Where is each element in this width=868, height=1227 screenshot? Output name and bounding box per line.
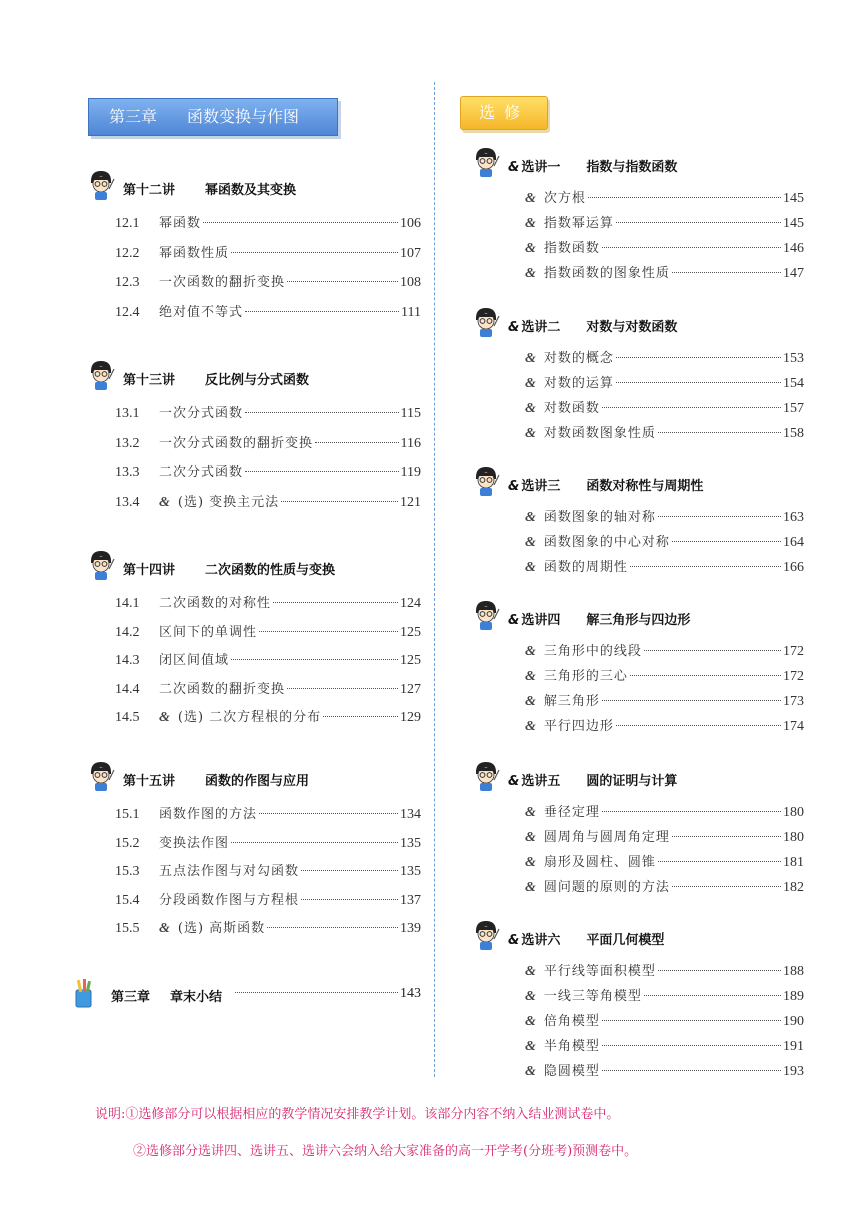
entry-label: 函数作图的方法 <box>159 807 258 822</box>
pencil-cup-icon <box>73 978 95 1008</box>
student-avatar-icon <box>472 599 500 631</box>
entry-number: 12.3 <box>115 275 140 290</box>
elective-mark-icon: & <box>525 1014 536 1029</box>
entry-page: 119 <box>400 465 421 480</box>
dot-leader <box>630 675 781 676</box>
entry-label: 指数函数 <box>543 241 600 256</box>
elective-mark-icon: & <box>525 830 536 845</box>
lecture-header[interactable] <box>85 557 425 583</box>
entry-page: 121 <box>400 494 421 510</box>
elective-lecture-4 <box>470 607 810 734</box>
elective-banner: 选 修 <box>460 96 548 130</box>
entry-number: 15.2 <box>115 835 140 851</box>
dot-leader <box>301 899 398 900</box>
entry-label: 幂函数 <box>159 216 202 231</box>
toc-entry[interactable] <box>115 621 421 641</box>
elective-mark-icon: & <box>525 855 536 870</box>
student-avatar-icon <box>87 359 115 391</box>
elective-mark-icon: & <box>525 376 536 391</box>
entry-number: 12.4 <box>115 304 140 320</box>
entry-number: 14.4 <box>115 681 140 697</box>
toc-entry[interactable] <box>115 271 421 291</box>
elective-lecture-6 <box>470 927 810 1079</box>
dot-leader <box>616 382 781 383</box>
student-avatar-icon <box>472 146 500 178</box>
entry-page: 147 <box>783 266 804 281</box>
dot-leader <box>323 716 398 717</box>
elective-mark-icon: & <box>525 351 536 366</box>
elective-mark-icon: & <box>525 216 536 231</box>
entry-label: 半角模型 <box>543 1039 600 1054</box>
toc-entry[interactable] <box>525 397 804 417</box>
entry-page: 154 <box>783 376 804 391</box>
lecture-title: & 选讲三 函数对称性与周期性 <box>508 479 704 494</box>
entry-page: 172 <box>783 644 804 659</box>
entry-page: 115 <box>400 406 421 421</box>
elective-mark-icon: & <box>525 1064 536 1079</box>
entry-label: 指数函数的图象性质 <box>543 266 670 281</box>
dot-leader <box>231 659 398 660</box>
entry-number: 14.5 <box>115 710 140 725</box>
chapter-name: 函数变换与作图 <box>187 107 300 126</box>
elective-mark-icon: & <box>525 694 536 709</box>
toc-entry[interactable] <box>525 715 804 735</box>
dot-leader <box>203 222 398 223</box>
elective-mark-icon: & <box>525 644 536 659</box>
entry-label: 函数图象的中心对称 <box>543 535 670 550</box>
entry-label: 对数的运算 <box>543 376 614 391</box>
elective-mark-icon: & <box>525 1039 536 1054</box>
dot-leader <box>602 1070 781 1071</box>
elective-mark-icon: & <box>525 669 536 684</box>
student-avatar-icon <box>472 465 500 497</box>
elective-mark-icon: & <box>525 805 536 820</box>
dot-leader <box>658 861 781 862</box>
elective-mark-icon: & <box>525 266 536 281</box>
lecture-title: & 选讲四 解三角形与四边形 <box>508 613 691 628</box>
elective-mark-icon: & <box>525 510 536 525</box>
elective-mark-icon: & <box>525 560 536 575</box>
entry-page: 107 <box>400 245 421 261</box>
dot-leader <box>616 222 781 223</box>
dot-leader <box>602 247 781 248</box>
elective-mark-icon: & <box>159 710 170 725</box>
dot-leader <box>644 995 781 996</box>
toc-entry[interactable] <box>525 876 804 896</box>
lecture-header[interactable] <box>85 367 425 393</box>
elective-mark-icon: & <box>508 774 520 789</box>
entry-page: 145 <box>783 216 804 231</box>
entry-number: 13.1 <box>115 406 140 421</box>
entry-page: 163 <box>783 510 804 525</box>
toc-entry[interactable] <box>115 706 421 726</box>
dot-leader <box>245 311 399 312</box>
summary-leader <box>233 986 421 1002</box>
entry-page: 135 <box>400 864 421 879</box>
elective-mark-icon: & <box>508 479 520 494</box>
entry-page: 134 <box>400 807 421 822</box>
toc-entry[interactable] <box>115 917 421 937</box>
student-avatar-icon <box>87 549 115 581</box>
toc-entry[interactable] <box>525 1010 804 1030</box>
dot-leader <box>245 412 399 413</box>
elective-mark-icon: & <box>525 719 536 734</box>
entry-label: 对数函数 <box>543 401 600 416</box>
entry-page: 137 <box>400 892 421 908</box>
entry-label: 二次分式函数 <box>159 465 244 480</box>
toc-entry[interactable] <box>525 372 804 392</box>
entry-number: 14.3 <box>115 653 140 668</box>
toc-entry[interactable] <box>525 1035 804 1055</box>
entry-label: (选) 高斯函数 <box>177 921 266 936</box>
toc-entry[interactable] <box>525 556 804 576</box>
elective-mark-icon: & <box>525 989 536 1004</box>
note-line-1: 说明:①选修部分可以根据相应的教学情况安排教学计划。该部分内容不纳入结业测试卷中。 <box>95 1107 620 1122</box>
entry-label: 二次函数的对称性 <box>159 596 272 611</box>
chapter-banner <box>88 98 338 136</box>
lecture-title: 第十五讲 函数的作图与应用 <box>123 774 310 789</box>
elective-lecture-5 <box>470 768 810 895</box>
entry-number: 13.2 <box>115 435 140 451</box>
elective-mark-icon: & <box>508 933 520 948</box>
dot-leader <box>602 1020 781 1021</box>
toc-entry[interactable] <box>525 690 804 710</box>
entry-label: 函数的周期性 <box>543 560 628 575</box>
entry-label: 闭区间值域 <box>159 653 230 668</box>
student-avatar-icon <box>472 919 500 951</box>
entry-label: 扇形及圆柱、圆锥 <box>543 855 656 870</box>
lecture-title: & 选讲六 平面几何模型 <box>508 933 665 948</box>
entry-number: 15.1 <box>115 807 140 822</box>
entry-page: 116 <box>400 435 421 451</box>
lecture-header[interactable] <box>85 768 425 794</box>
lecture-15 <box>85 768 425 936</box>
lecture-title: 第十三讲 反比例与分式函数 <box>123 373 310 388</box>
elective-mark-icon: & <box>159 494 170 510</box>
lecture-header[interactable] <box>85 177 425 203</box>
lecture-header[interactable] <box>470 314 810 340</box>
toc-entry[interactable] <box>525 422 804 442</box>
entry-page: 181 <box>783 855 804 870</box>
entry-label: 隐圆模型 <box>543 1064 600 1079</box>
entry-page: 193 <box>783 1064 804 1079</box>
toc-entry[interactable] <box>525 640 804 660</box>
entry-label: (选) 二次方程根的分布 <box>177 710 322 725</box>
entry-label: 三角形中的线段 <box>543 644 642 659</box>
toc-entry[interactable] <box>525 237 804 257</box>
entry-label: 区间下的单调性 <box>159 624 258 640</box>
lecture-title: & 选讲五 圆的证明与计算 <box>508 774 678 789</box>
elective-lecture-3 <box>470 473 810 575</box>
entry-label: 次方根 <box>543 191 586 206</box>
summary-page: 143 <box>400 986 421 1001</box>
toc-entry[interactable] <box>525 851 804 871</box>
elective-mark-icon: & <box>525 426 536 441</box>
student-avatar-icon <box>87 760 115 792</box>
toc-entry[interactable] <box>525 262 804 282</box>
entry-page: 172 <box>783 669 804 684</box>
entry-label: 一次分式函数的翻折变换 <box>159 435 314 451</box>
entry-label: 幂函数性质 <box>159 245 230 261</box>
lecture-header[interactable] <box>470 927 810 953</box>
lecture-title: 第十二讲 幂函数及其变换 <box>123 183 297 198</box>
lecture-header[interactable] <box>470 154 810 180</box>
dot-leader <box>616 357 781 358</box>
entry-label: 解三角形 <box>543 694 600 709</box>
dot-leader <box>602 700 781 701</box>
toc-entry[interactable] <box>115 860 421 880</box>
entry-page: 145 <box>783 191 804 206</box>
toc-entry[interactable] <box>525 960 804 980</box>
toc-entry[interactable] <box>115 491 421 511</box>
entry-number: 15.4 <box>115 892 140 908</box>
entry-label: 五点法作图与对勾函数 <box>159 864 300 879</box>
dot-leader <box>672 541 781 542</box>
entry-label: 圆问题的原则的方法 <box>543 880 670 895</box>
entry-page: 180 <box>783 830 804 845</box>
entry-number: 15.3 <box>115 864 140 879</box>
toc-entry[interactable] <box>525 212 804 232</box>
entry-number: 12.2 <box>115 245 140 261</box>
elective-mark-icon: & <box>159 921 170 936</box>
dot-leader <box>672 886 781 887</box>
lecture-header[interactable] <box>470 473 810 499</box>
student-avatar-icon <box>87 169 115 201</box>
dot-leader <box>658 516 781 517</box>
entry-number: 14.1 <box>115 596 140 611</box>
entry-page: 108 <box>400 275 421 290</box>
entry-page: 125 <box>400 653 421 668</box>
elective-lecture-2 <box>470 314 810 441</box>
chapter-summary[interactable] <box>73 978 421 1008</box>
toc-entry[interactable] <box>525 985 804 1005</box>
entry-label: 函数图象的轴对称 <box>543 510 656 525</box>
lecture-title: & 选讲二 对数与对数函数 <box>508 320 678 335</box>
elective-mark-icon: & <box>525 964 536 979</box>
entry-page: 135 <box>400 835 421 851</box>
entry-label: 一次函数的翻折变换 <box>159 275 286 290</box>
elective-mark-icon: & <box>525 535 536 550</box>
entry-number: 13.4 <box>115 494 140 510</box>
dot-leader <box>588 197 781 198</box>
toc-entry[interactable] <box>115 212 421 232</box>
entry-page: 111 <box>401 304 421 320</box>
dot-leader <box>301 870 398 871</box>
toc-entry[interactable] <box>115 592 421 612</box>
entry-page: 174 <box>783 719 804 734</box>
lecture-header[interactable] <box>470 607 810 633</box>
student-avatar-icon <box>472 760 500 792</box>
dot-leader <box>287 281 398 282</box>
toc-entry[interactable] <box>115 678 421 698</box>
entry-label: 平行线等面积模型 <box>543 964 656 979</box>
column-divider <box>434 82 435 1077</box>
entry-page: 139 <box>400 921 421 936</box>
elective-mark-icon: & <box>525 241 536 256</box>
dot-leader <box>658 432 781 433</box>
toc-entry[interactable] <box>525 826 804 846</box>
entry-label: 对数函数图象性质 <box>543 426 656 441</box>
entry-page: 173 <box>783 694 804 709</box>
entry-label: 倍角模型 <box>543 1014 600 1029</box>
toc-entry[interactable] <box>115 461 421 481</box>
toc-entry[interactable] <box>115 832 421 852</box>
entry-page: 164 <box>783 535 804 550</box>
entry-page: 106 <box>400 216 421 231</box>
entry-label: 二次函数的翻折变换 <box>159 681 286 697</box>
dot-leader <box>672 272 781 273</box>
entry-page: 158 <box>783 426 804 441</box>
dot-leader <box>281 501 398 502</box>
entry-label: 一线三等角模型 <box>543 989 642 1004</box>
dot-leader <box>658 970 781 971</box>
toc-entry[interactable] <box>115 432 421 452</box>
toc-entry[interactable] <box>115 301 421 321</box>
entry-label: 对数的概念 <box>543 351 614 366</box>
note-line-2: ②选修部分选讲四、选讲五、选讲六会纳入给大家准备的高一开学考(分班考)预测卷中。 <box>133 1144 638 1159</box>
elective-mark-icon: & <box>508 160 520 175</box>
toc-entry[interactable] <box>525 187 804 207</box>
entry-page: 153 <box>783 351 804 366</box>
entry-number: 15.5 <box>115 921 140 936</box>
entry-page: 190 <box>783 1014 804 1029</box>
entry-label: 三角形的三心 <box>543 669 628 684</box>
entry-page: 125 <box>400 624 421 640</box>
dot-leader <box>644 650 781 651</box>
entry-page: 191 <box>783 1039 804 1054</box>
toc-entry[interactable] <box>525 1060 804 1080</box>
entry-page: 188 <box>783 964 804 979</box>
entry-label: 圆周角与圆周角定理 <box>543 830 670 845</box>
entry-label: (选) 变换主元法 <box>177 494 280 510</box>
elective-mark-icon: & <box>508 613 520 628</box>
dot-leader <box>231 842 398 843</box>
entry-label: 变换法作图 <box>159 835 230 851</box>
summary-title: 第三章 章末小结 <box>111 990 223 1005</box>
entry-label: 绝对值不等式 <box>159 304 244 320</box>
entry-label: 分段函数作图与方程根 <box>159 892 300 908</box>
dot-leader <box>315 442 399 443</box>
toc-entry[interactable] <box>525 665 804 685</box>
entry-page: 124 <box>400 596 421 611</box>
dot-leader <box>616 725 781 726</box>
toc-entry[interactable] <box>525 531 804 551</box>
toc-entry[interactable] <box>115 402 421 422</box>
entry-page: 180 <box>783 805 804 820</box>
elective-mark-icon: & <box>525 401 536 416</box>
toc-entry[interactable] <box>115 889 421 909</box>
toc-entry[interactable] <box>525 347 804 367</box>
dot-leader <box>602 811 781 812</box>
entry-page: 182 <box>783 880 804 895</box>
lecture-title: & 选讲一 指数与指数函数 <box>508 160 678 175</box>
entry-label: 一次分式函数 <box>159 406 244 421</box>
toc-entry[interactable] <box>115 242 421 262</box>
entry-label: 指数幂运算 <box>543 216 614 231</box>
lecture-13 <box>85 367 425 510</box>
dot-leader <box>602 407 781 408</box>
dot-leader <box>231 252 398 253</box>
toc-entry[interactable] <box>525 801 804 821</box>
entry-label: 垂径定理 <box>543 805 600 820</box>
dot-leader <box>259 631 398 632</box>
dot-leader <box>245 471 399 472</box>
student-avatar-icon <box>472 306 500 338</box>
elective-mark-icon: & <box>525 880 536 895</box>
dot-leader <box>630 566 781 567</box>
chapter-label: 第三章 <box>109 107 158 126</box>
entry-page: 157 <box>783 401 804 416</box>
entry-number: 13.3 <box>115 465 140 480</box>
entry-page: 129 <box>400 710 421 725</box>
elective-mark-icon: & <box>508 320 520 335</box>
dot-leader <box>672 836 781 837</box>
elective-lecture-1 <box>470 154 810 281</box>
elective-mark-icon: & <box>525 191 536 206</box>
entry-page: 127 <box>400 681 421 697</box>
entry-page: 189 <box>783 989 804 1004</box>
dot-leader <box>259 813 398 814</box>
dot-leader <box>273 602 398 603</box>
toc-entry[interactable] <box>115 803 421 823</box>
dot-leader <box>602 1045 781 1046</box>
lecture-title: 第十四讲 二次函数的性质与变换 <box>123 563 336 578</box>
lecture-header[interactable] <box>470 768 810 794</box>
entry-page: 166 <box>783 560 804 575</box>
dot-leader <box>287 688 398 689</box>
entry-page: 146 <box>783 241 804 256</box>
entry-number: 14.2 <box>115 624 140 640</box>
toc-entry[interactable] <box>525 506 804 526</box>
dot-leader <box>267 927 398 928</box>
lecture-12 <box>85 177 425 320</box>
lecture-14 <box>85 557 425 725</box>
toc-entry[interactable] <box>115 649 421 669</box>
entry-label: 平行四边形 <box>543 719 614 734</box>
entry-number: 12.1 <box>115 216 140 231</box>
